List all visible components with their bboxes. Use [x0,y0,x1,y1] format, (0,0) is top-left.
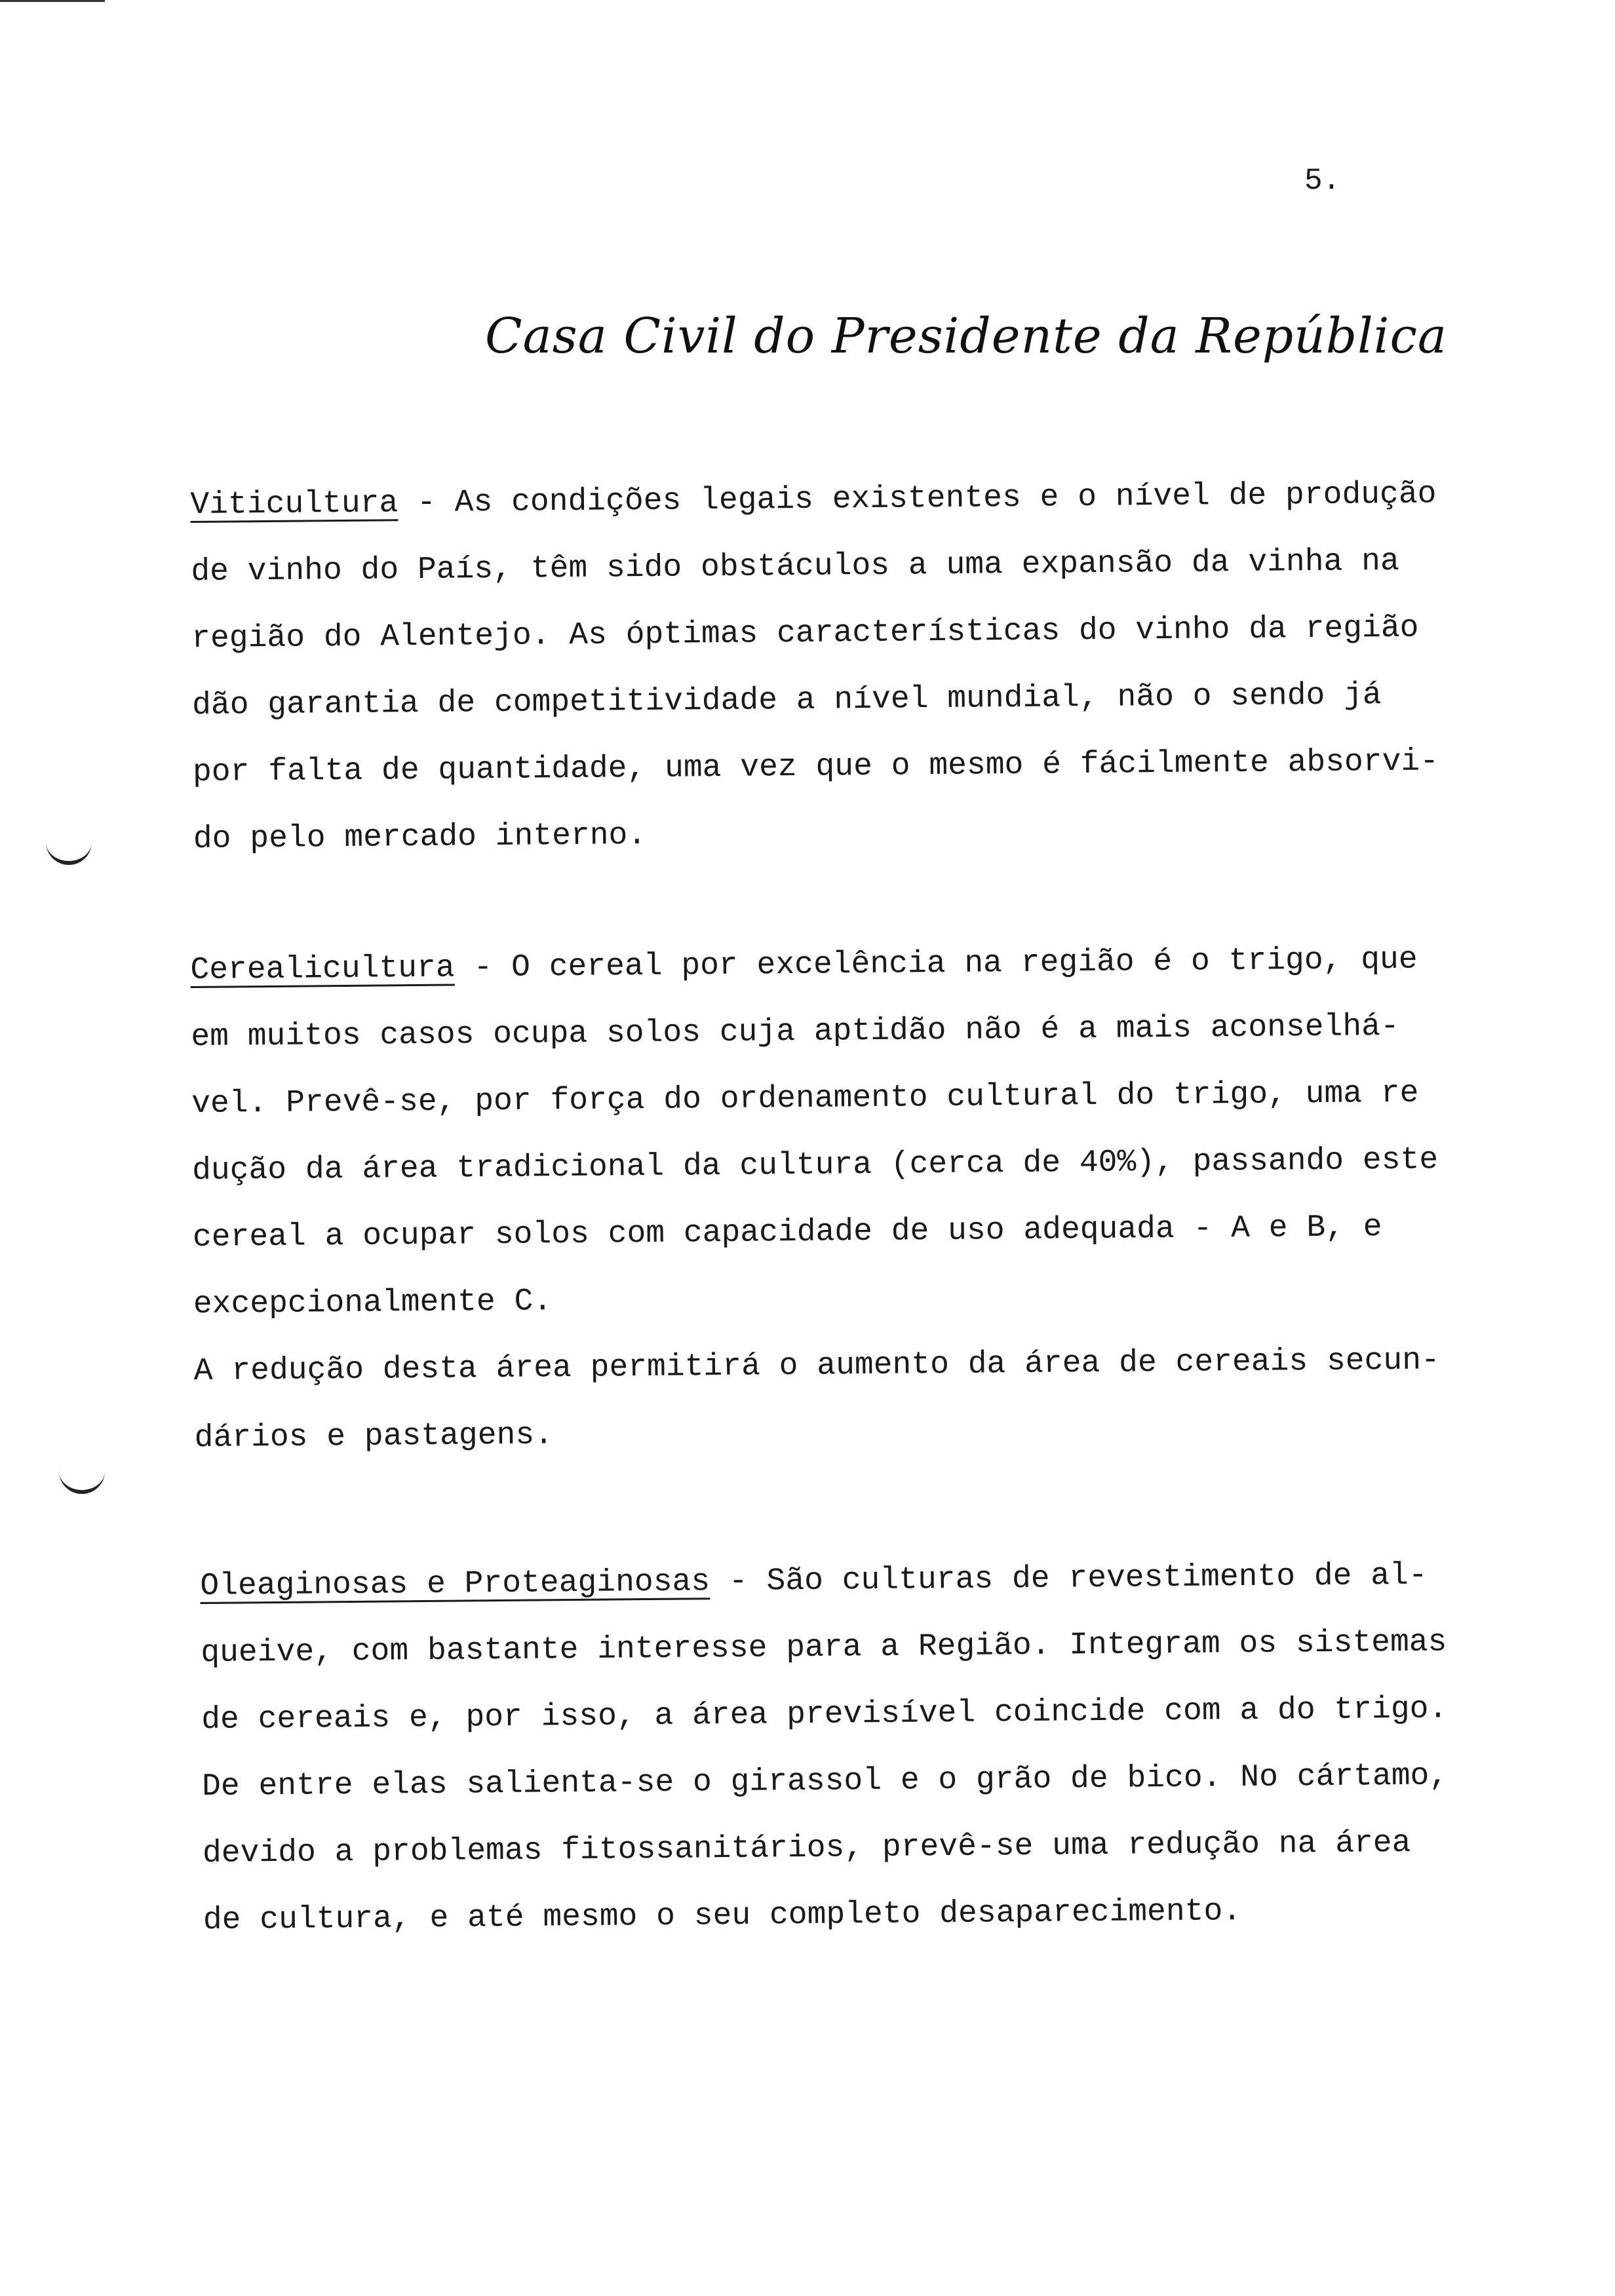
paragraph-line: excepcionalmente C. [193,1284,553,1322]
paragraph-line: dários e pastagens. [194,1417,554,1456]
paragraph-line: dão garantia de competitividade a nível mundial, não o sendo já [191,678,1382,723]
letterhead: Casa Civil do Presidente da República [485,308,1448,364]
paragraph-line: Cerealicultura - O cereal por excelência na região é o trigo, que [190,942,1418,988]
section-heading: Oleaginosas e Proteaginosas [200,1564,710,1604]
paragraph-line: Oleaginosas e Proteaginosas - São culturas de revestimento de al- [200,1558,1428,1604]
paragraph-line: queive, com bastante interesse para a Região. Integram os sistemas [201,1624,1447,1671]
paragraph-line: De entre elas salienta-se o girassol e o grão de bico. No cártamo, [201,1758,1449,1805]
paragraph-line: de cultura, e até mesmo o seu completo desaparecimento. [203,1894,1242,1938]
paragraph-line: região do Alentejo. As óptimas características do vinho da região [191,610,1419,657]
top-edge-rule [0,0,105,2]
paragraph-line: cereal a ocupar solos com capacidade de uso adequada - A e B, e [192,1210,1382,1255]
paragraph-line: vel. Prevê-se, por força do ordenamento cultural do trigo, uma re [191,1075,1419,1122]
paragraph-line: em muitos casos ocupa solos cuja aptidão não é a mais aconselhá- [191,1008,1400,1055]
paragraph-line: de vinho do País, têm sido obstáculos a uma expansão da vinha na [191,543,1400,590]
paragraph-line: de cereais e, por isso, a área previsível coincide com a do trigo. [201,1691,1448,1738]
paragraph-cerealicultura [190,926,1506,1472]
page-number: 5. [1304,164,1341,198]
punch-hole-mark-upper [46,839,92,865]
paragraph-viticultura [190,461,1504,873]
paragraph-oleaginosas [200,1542,1514,1954]
punch-hole-mark-lower [59,1468,105,1494]
section-heading: Cerealicultura [190,950,455,988]
paragraph-line: devido a problemas fitossanitários, prevê-se uma redução na área [202,1825,1411,1871]
paragraph-line: do pelo mercado interno. [193,817,647,857]
paragraph-line: A redução desta área permitirá o aumento da área de cereais secun- [193,1343,1441,1389]
section-heading: Viticultura [190,486,399,523]
paragraph-line: dução da área tradicional da cultura (cerca de 40%), passando este [191,1142,1439,1189]
paragraph-line: por falta de quantidade, uma vez que o mesmo é fácilmente absorvi- [192,744,1439,790]
paragraph-line: Viticultura - As condições legais existentes e o nível de produção [190,476,1437,523]
